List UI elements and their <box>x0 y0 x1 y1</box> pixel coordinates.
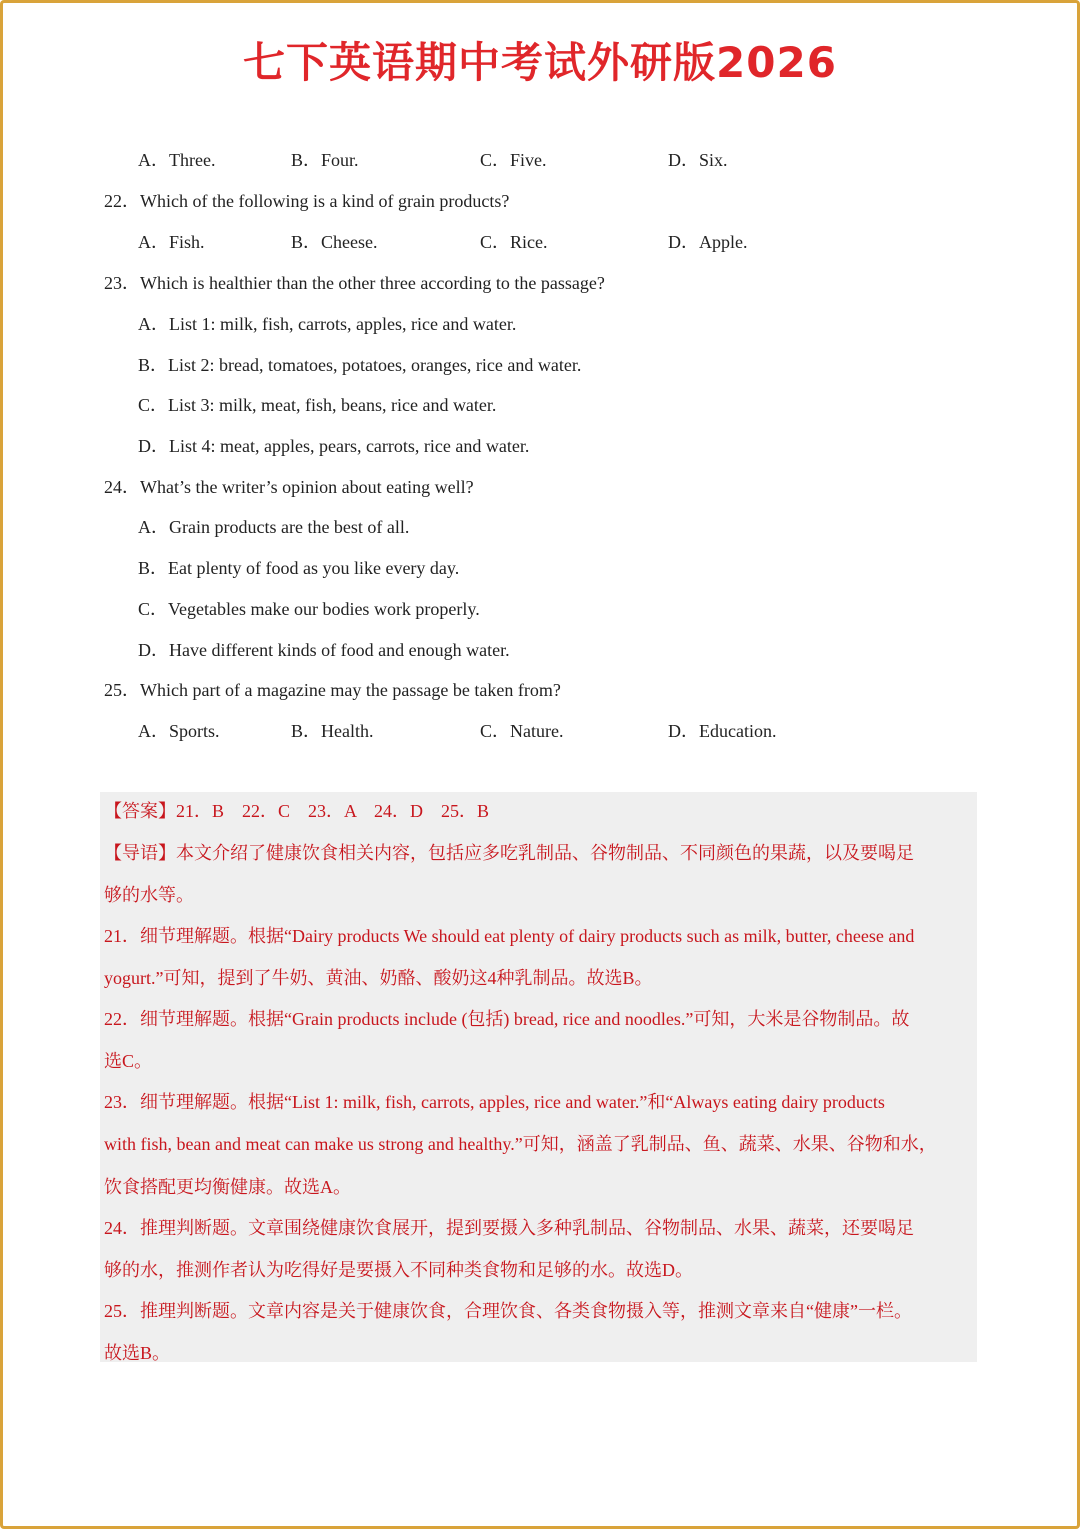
guide-text-line-1: 【导语】本文介绍了健康饮食相关内容，包括应多吃乳制品、谷物制品、不同颜色的果蔬，以及要喝足 <box>104 843 914 863</box>
explanation-23-line-1: 23．细节理解题。根据“List 1: milk, fish, carrots, apples, rice and water.”和“Always eating dairy products <box>104 1092 885 1112</box>
q25-option-d: D．Education. <box>668 721 777 741</box>
q25-option-b: B．Health. <box>291 721 374 741</box>
explanation-25-line-1: 25．推理判断题。文章内容是关于健康饮食，合理饮食、各类食物摄入等，推测文章来自“健康”一栏。 <box>104 1301 912 1321</box>
explanation-21-line-2: yogurt.”可知，提到了牛奶、黄油、奶酪、酸奶这4种乳制品。故选B。 <box>104 968 653 988</box>
explanation-22-line-2: 选C。 <box>104 1051 153 1071</box>
explanation-25-line-2: 故选B。 <box>104 1343 171 1363</box>
q22-option-b: B．Cheese. <box>291 232 378 252</box>
q21-option-b: B．Four. <box>291 150 359 170</box>
explanation-23-line-2: with fish, bean and meat can make us strong and healthy.”可知，涵盖了乳制品、鱼、蔬菜、水果、谷物和水， <box>104 1134 937 1154</box>
q21-option-d: D．Six. <box>668 150 728 170</box>
q25-option-a: A．Sports. <box>138 721 220 741</box>
q22-option-a: A．Fish. <box>138 232 205 252</box>
page-title: 七下英语期中考试外研版2026 <box>243 38 837 87</box>
answer-key: 【答案】21．B 22．C 23．A 24．D 25．B <box>104 801 490 821</box>
explanation-22-line-1: 22．细节理解题。根据“Grain products include (包括) bread, rice and noodles.”可知，大米是谷物制品。故 <box>104 1009 910 1029</box>
q21-option-a: A．Three. <box>138 150 216 170</box>
guide-text-line-2: 够的水等。 <box>104 885 194 905</box>
explanation-21-line-1: 21．细节理解题。根据“Dairy products We should eat plenty of dairy products such as milk, butter, cheese and <box>104 926 915 946</box>
explanation-24-line-1: 24．推理判断题。文章围绕健康饮食展开，提到要摄入多种乳制品、谷物制品、水果、蔬菜，还要喝足 <box>104 1218 914 1238</box>
q22-option-d: D．Apple. <box>668 232 748 252</box>
q21-option-c: C．Five. <box>480 150 547 170</box>
explanation-24-line-2: 够的水，推测作者认为吃得好是要摄入不同种类食物和足够的水。故选D。 <box>104 1260 693 1280</box>
explanation-23-line-3: 饮食搭配更均衡健康。故选A。 <box>104 1177 351 1197</box>
q22-option-c: C．Rice. <box>480 232 548 252</box>
q25-option-c: C．Nature. <box>480 721 564 741</box>
